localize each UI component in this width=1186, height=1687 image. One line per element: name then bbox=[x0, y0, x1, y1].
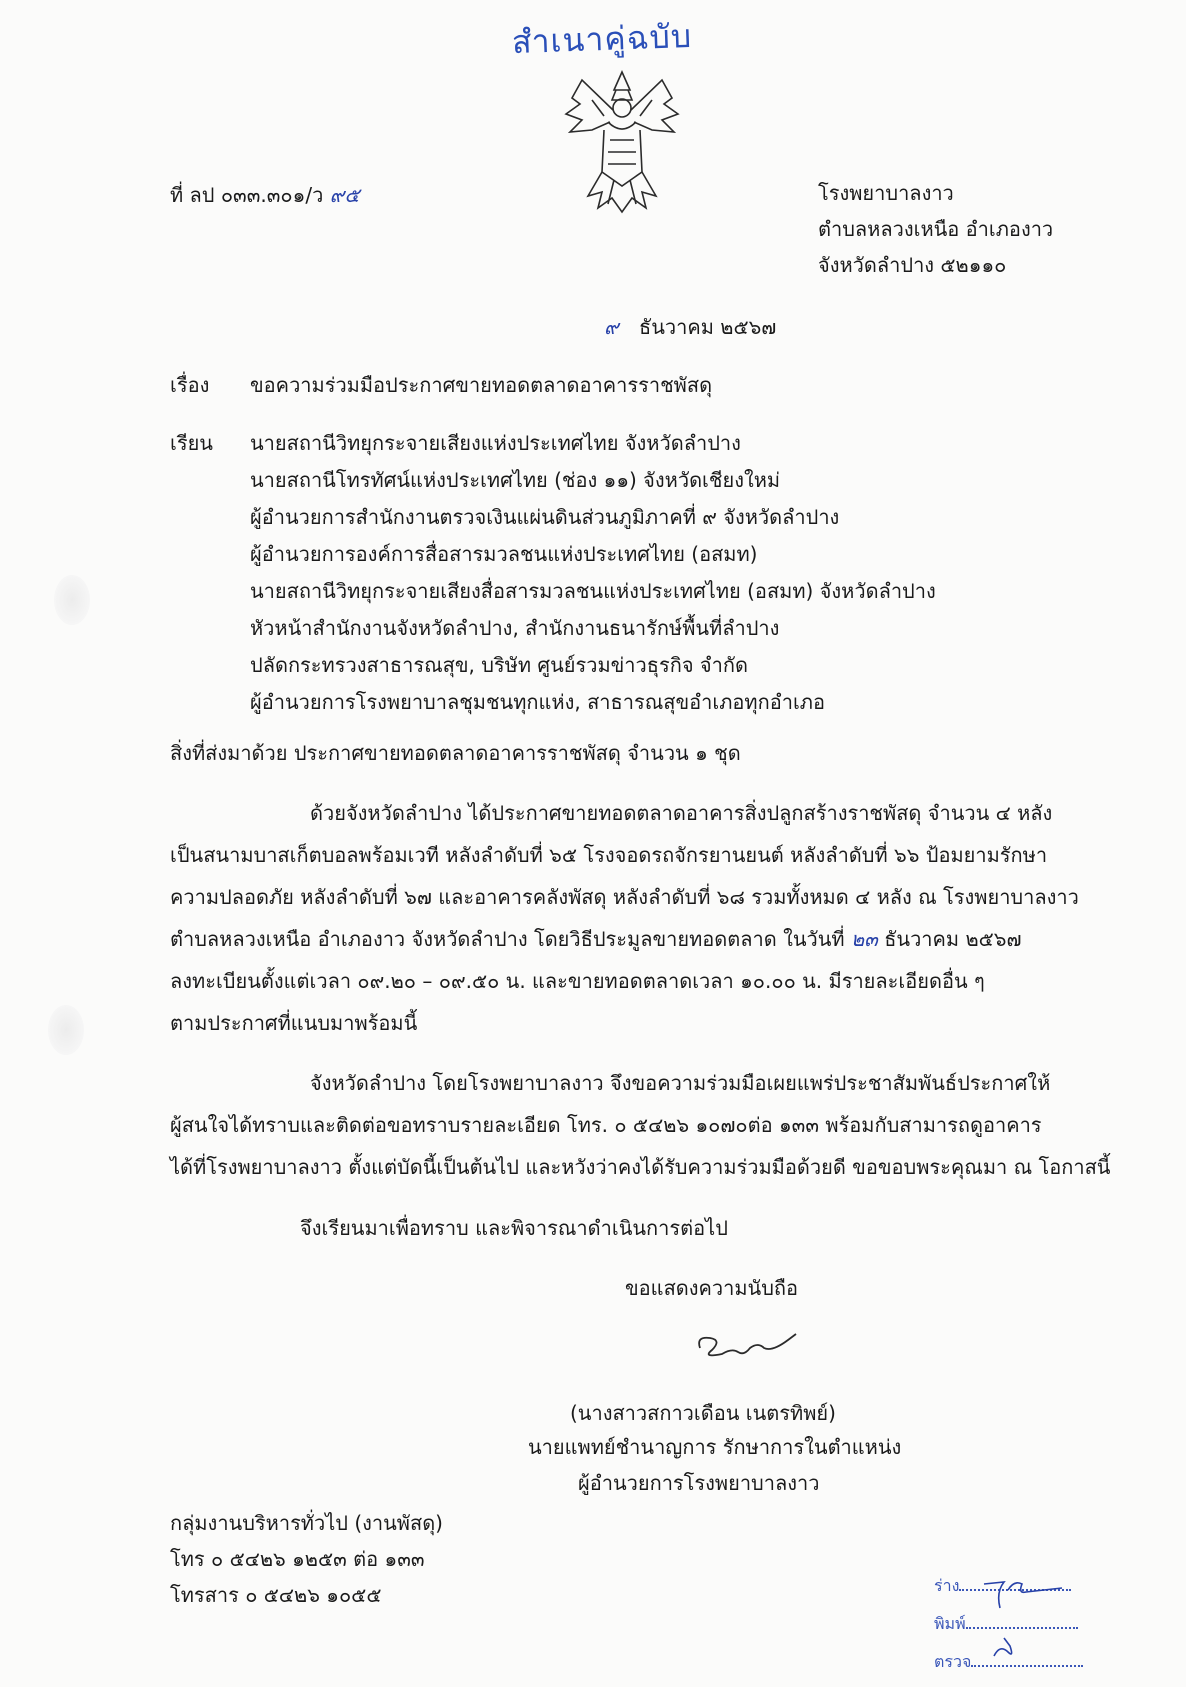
control-stamp-label: พิมพ์ bbox=[934, 1614, 966, 1633]
footer-fax: โทรสาร ๐ ๕๔๒๖ ๑๐๕๕ bbox=[170, 1583, 382, 1607]
closing-sentence: จึงเรียนมาเพื่อทราบ และพิจารณาดำเนินการต่อไป bbox=[300, 1216, 728, 1240]
handwritten-date-day: ๙ bbox=[604, 315, 619, 339]
garuda-emblem-icon bbox=[552, 60, 692, 220]
recipient-item: ผู้อำนวยการองค์การสื่อสารมวลชนแห่งประเทศไทย (อสมท) bbox=[250, 542, 758, 566]
recipient-label: เรียน bbox=[170, 431, 213, 455]
paragraph-line: ความปลอดภัย หลังลำดับที่ ๖๗ และอาคารคลังพัสดุ หลังลำดับที่ ๖๘ รวมทั้งหมด ๔ หลัง ณ โรงพยาบาลงาว bbox=[170, 885, 1079, 909]
subject-label: เรื่อง bbox=[170, 373, 210, 397]
signature-icon bbox=[692, 1318, 802, 1368]
sender-address-line: จังหวัดลำปาง ๕๒๑๑๐ bbox=[818, 253, 1007, 277]
document-number-prefix: ที่ ลป ๐๓๓.๓๐๑/ว bbox=[170, 183, 324, 207]
subject-text: ขอความร่วมมือประกาศขายทอดตลาดอาคารราชพัสดุ bbox=[250, 373, 713, 397]
paragraph-line bbox=[170, 926, 1082, 952]
paragraph-line: ด้วยจังหวัดลำปาง ได้ประกาศขายทอดตลาดอาคารสิ่งปลูกสร้างราชพัสดุ จำนวน ๔ หลัง bbox=[310, 801, 1053, 825]
initials-icon bbox=[974, 1560, 1074, 1660]
recipient-item: หัวหน้าสำนักงานจังหวัดลำปาง, สำนักงานธนารักษ์พื้นที่ลำปาง bbox=[250, 616, 780, 640]
paragraph-line: ได้ที่โรงพยาบาลงาว ตั้งแต่บัดนี้เป็นต้นไป และหวังว่าคงได้รับความร่วมมือด้วยดี ขอขอบพระคุณมา ณ โอกาสนี้ bbox=[170, 1155, 1111, 1179]
punch-hole-mark bbox=[48, 1005, 84, 1055]
paragraph-line: ลงทะเบียนตั้งแต่เวลา ๐๙.๒๐ – ๐๙.๕๐ น. และขายทอดตลาดเวลา ๑๐.๐๐ น. มีรายละเอียดอื่น ๆ bbox=[170, 969, 985, 993]
document-date bbox=[604, 314, 776, 340]
footer-phone: โทร ๐ ๕๔๒๖ ๑๒๕๓ ต่อ ๑๓๓ bbox=[170, 1547, 425, 1571]
recipient-item: ผู้อำนวยการสำนักงานตรวจเงินแผ่นดินส่วนภูมิภาคที่ ๙ จังหวัดลำปาง bbox=[250, 505, 840, 529]
handwritten-auction-day: ๒๓ bbox=[850, 927, 878, 951]
paragraph-line: ผู้สนใจได้ทราบและติดต่อขอทราบรายละเอียด โทร. ๐ ๕๔๒๖ ๑๐๗๐ต่อ ๑๓๓ พร้อมกับสามารถดูอาคาร bbox=[170, 1113, 1042, 1137]
paragraph-line: เป็นสนามบาสเก็ตบอลพร้อมเวที หลังลำดับที่ ๖๕ โรงจอดรถจักรยานยนต์ หลังลำดับที่ ๖๖ ป้อมยามรักษา bbox=[170, 843, 1048, 867]
paragraph-line-text: ตำบลหลวงเหนือ อำเภองาว จังหวัดลำปาง โดยวิธีประมูลขายทอดตลาด ในวันที่ bbox=[170, 927, 845, 951]
date-month-year: ธันวาคม ๒๕๖๗ bbox=[639, 315, 777, 339]
control-stamp bbox=[934, 1560, 1134, 1684]
sender-address-line: โรงพยาบาลงาว bbox=[818, 181, 954, 205]
signer-position: นายแพทย์ชำนาญการ รักษาการในตำแหน่ง bbox=[528, 1435, 902, 1459]
control-stamp-label: ร่าง bbox=[934, 1576, 960, 1595]
enclosure-line: สิ่งที่ส่งมาด้วย ประกาศขายทอดตลาดอาคารราชพัสดุ จำนวน ๑ ชุด bbox=[170, 741, 741, 765]
recipient-item: ปลัดกระทรวงสาธารณสุข, บริษัท ศูนย์รวมข่าวธุรกิจ จำกัด bbox=[250, 653, 748, 677]
document-number bbox=[170, 182, 359, 208]
recipient-item: นายสถานีโทรทัศน์แห่งประเทศไทย (ช่อง ๑๑) จังหวัดเชียงใหม่ bbox=[250, 468, 781, 492]
handwritten-document-number: ๙๕ bbox=[329, 183, 360, 207]
paragraph-line: ตามประกาศที่แนบมาพร้อมนี้ bbox=[170, 1011, 418, 1035]
regards-line: ขอแสดงความนับถือ bbox=[625, 1276, 799, 1300]
footer-department: กลุ่มงานบริหารทั่วไป (งานพัสดุ) bbox=[170, 1511, 443, 1535]
signer-name: (นางสาวสกาวเดือน เนตรทิพย์) bbox=[570, 1401, 836, 1425]
signer-position: ผู้อำนวยการโรงพยาบาลงาว bbox=[578, 1471, 820, 1495]
copy-stamp: สำเนาคู่ฉบับ bbox=[511, 16, 693, 62]
punch-hole-mark bbox=[54, 575, 90, 625]
sender-address-line: ตำบลหลวงเหนือ อำเภองาว bbox=[818, 217, 1054, 241]
control-stamp-label: ตรวจ bbox=[934, 1652, 972, 1671]
paragraph-line: จังหวัดลำปาง โดยโรงพยาบาลงาว จึงขอความร่วมมือเผยแพร่ประชาสัมพันธ์ประกาศให้ bbox=[310, 1071, 1051, 1095]
recipient-item: นายสถานีวิทยุกระจายเสียงสื่อสารมวลชนแห่งประเทศไทย (อสมท) จังหวัดลำปาง bbox=[250, 579, 936, 603]
recipient-item: นายสถานีวิทยุกระจายเสียงแห่งประเทศไทย จังหวัดลำปาง bbox=[250, 431, 741, 455]
recipient-item: ผู้อำนวยการโรงพยาบาลชุมชนทุกแห่ง, สาธารณสุขอำเภอทุกอำเภอ bbox=[250, 690, 825, 714]
paragraph-line-text: ธันวาคม ๒๕๖๗ bbox=[884, 927, 1022, 951]
